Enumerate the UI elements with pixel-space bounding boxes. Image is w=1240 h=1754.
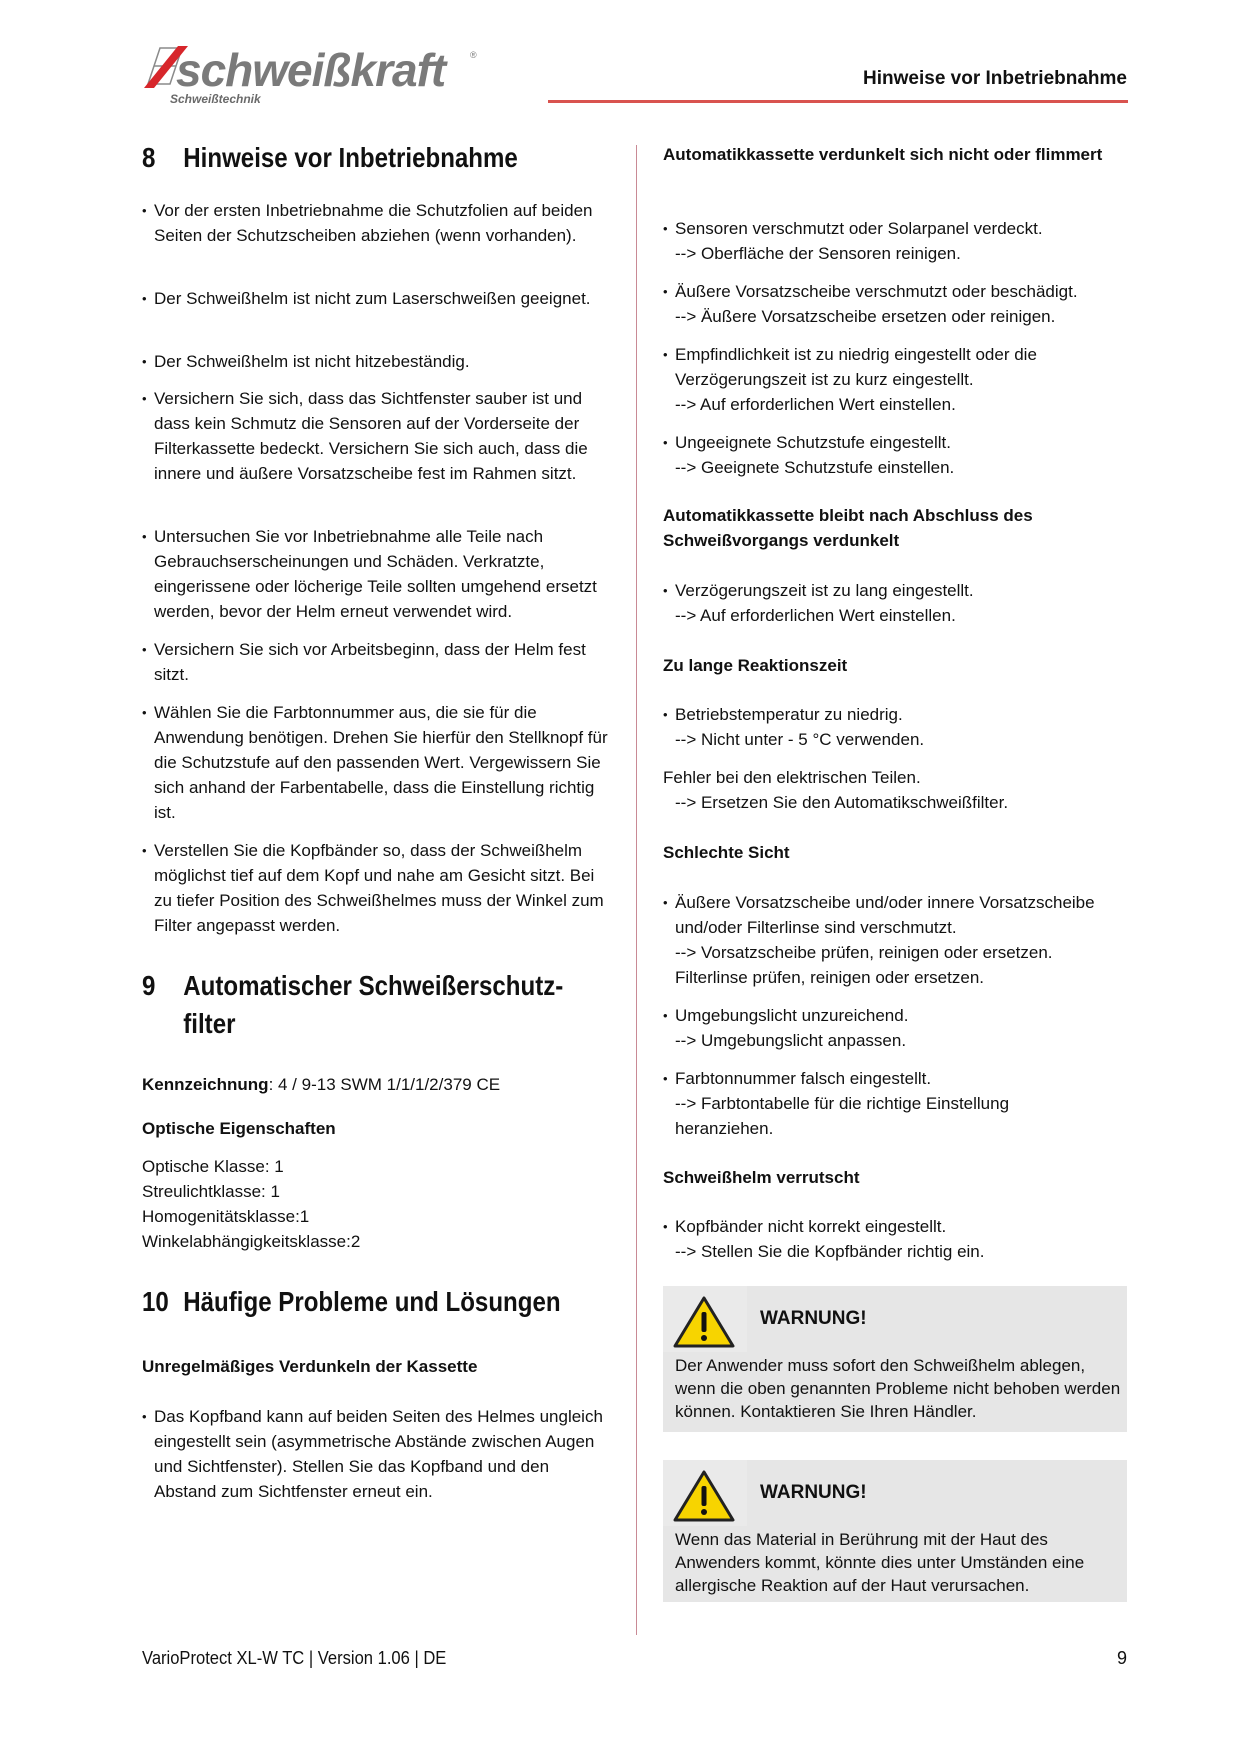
section-number: 9 bbox=[142, 970, 156, 1001]
warning-triangle-icon bbox=[673, 1470, 735, 1522]
brand-logo-mark-icon bbox=[138, 42, 538, 108]
warning-title: WARNUNG! bbox=[760, 1482, 867, 1503]
section-title: Automatischer Schweißerschutz- bbox=[183, 970, 564, 1001]
list-item: • Vor der ersten Inbetriebnahme die Schutzfolien auf beiden Seiten der Schutzscheiben abziehen (wenn vorhanden). bbox=[142, 201, 593, 245]
list-item: • Ungeeignete Schutzstufe eingestellt. --> Geeignete Schutzstufe einstellen. bbox=[663, 433, 955, 477]
list-item: • Wählen Sie die Farbtonnummer aus, die sie für die Anwendung benötigen. Drehen Sie hierfür den Stellknopf für die Schutzstufe auf den passenden Wert. Vergewissern Sie sich anhand der Farbentabelle, dass die Einstellung richtig ist. bbox=[142, 703, 608, 822]
header-section-title: Hinweise vor Inbetriebnahme bbox=[863, 68, 1127, 89]
svg-text:®: ® bbox=[470, 50, 477, 60]
list-item: • Äußere Vorsatzscheibe verschmutzt oder beschädigt. --> Äußere Vorsatzscheibe ersetzen oder reinigen. bbox=[663, 282, 1078, 326]
section-8-heading bbox=[142, 140, 518, 176]
list-item: • Verzögerungszeit ist zu lang eingestellt. --> Auf erforderlichen Wert einstellen. bbox=[663, 581, 974, 625]
list-item: • Das Kopfband kann auf beiden Seiten des Helmes ungleich eingestellt sein (asymmetrische Abstände zwischen Augen und Sichtfenster). Stellen Sie das Kopfband und den Abstand zum Sichtfenster erneut ein. bbox=[142, 1407, 603, 1501]
warning-box bbox=[663, 1460, 1127, 1602]
optics-item: Homogenitätsklasse:1 bbox=[142, 1207, 310, 1226]
list-item: • Versichern Sie sich vor Arbeitsbeginn, dass der Helm fest sitzt. bbox=[142, 640, 586, 684]
section-9-heading bbox=[142, 968, 563, 1042]
section-number: 8 bbox=[142, 142, 156, 173]
section-title-cont: filter bbox=[183, 1008, 236, 1039]
list-item: Fehler bei den elektrischen Teilen. --> Ersetzen Sie den Automatikschweißfilter. bbox=[663, 768, 1009, 812]
subheading: Schlechte Sicht bbox=[663, 843, 790, 862]
subheading: Zu lange Reaktionszeit bbox=[663, 656, 848, 675]
marking-line bbox=[142, 1072, 500, 1097]
warning-body: Wenn das Material in Berührung mit der Haut des Anwenders kommt, könnte dies unter Umständen eine allergische Reaktion auf der Haut verursachen. bbox=[675, 1530, 1085, 1595]
list-item: • Der Schweißhelm ist nicht hitzebeständig. bbox=[142, 352, 470, 371]
section-title: Häufige Probleme und Lösungen bbox=[183, 1286, 561, 1317]
subheading: Automatikkassette verdunkelt sich nicht oder flimmert bbox=[663, 145, 1103, 164]
list-item: • Untersuchen Sie vor Inbetriebnahme alle Teile nach Gebrauchserscheinungen und Schäden. Verkratzte, eingerissene oder löcherige Teile sollten umgehend ersetzt werden, bevor der Helm erneut verwendet wird. bbox=[142, 527, 597, 621]
column-divider bbox=[636, 145, 637, 1635]
brand-subtitle: Schweißtechnik bbox=[170, 92, 261, 106]
subheading: Automatikkassette bleibt nach Abschluss des Schweißvorgangs verdunkelt bbox=[663, 506, 1033, 550]
list-item: • Empfindlichkeit ist zu niedrig eingestellt oder die Verzögerungszeit ist zu kurz eingestellt. --> Auf erforderlichen Wert einstellen. bbox=[663, 345, 1037, 414]
page-number: 9 bbox=[1116, 1648, 1127, 1668]
subheading: Schweißhelm verrutscht bbox=[663, 1168, 860, 1187]
list-item: • Betriebstemperatur zu niedrig. --> Nicht unter - 5 °C verwenden. bbox=[663, 705, 925, 749]
section-10-heading bbox=[142, 1284, 561, 1320]
warning-title: WARNUNG! bbox=[760, 1308, 867, 1329]
brand-logo bbox=[138, 42, 538, 108]
optics-item: Streulichtklasse: 1 bbox=[142, 1182, 280, 1201]
section-title: Hinweise vor Inbetriebnahme bbox=[183, 142, 518, 173]
list-item: • Kopfbänder nicht korrekt eingestellt. --> Stellen Sie die Kopfbänder richtig ein. bbox=[663, 1217, 985, 1261]
optics-item: Optische Klasse: 1 bbox=[142, 1157, 284, 1176]
optics-item: Winkelabhängigkeitsklasse:2 bbox=[142, 1232, 361, 1251]
list-item: • Umgebungslicht unzureichend. --> Umgebungslicht anpassen. bbox=[663, 1006, 909, 1050]
list-item: • Verstellen Sie die Kopfbänder so, dass der Schweißhelm möglichst tief auf dem Kopf und nahe am Gesicht sitzt. Bei zu tiefer Position des Schweißhelmes muss der Winkel zum Filter angepasst werden. bbox=[142, 841, 604, 935]
marking-label: Kennzeichnung bbox=[142, 1075, 269, 1094]
footer-doc-info: VarioProtect XL-W TC | Version 1.06 | DE bbox=[142, 1648, 447, 1668]
list-item: • Der Schweißhelm ist nicht zum Laserschweißen geeignet. bbox=[142, 289, 591, 308]
header-divider bbox=[548, 100, 1128, 103]
brand-wordmark: schweißkraft bbox=[176, 44, 446, 96]
list-item: • Sensoren verschmutzt oder Solarpanel verdeckt. --> Oberfläche der Sensoren reinigen. bbox=[663, 219, 1043, 263]
optics-heading: Optische Eigenschaften bbox=[142, 1119, 336, 1138]
warning-triangle-icon bbox=[673, 1296, 735, 1348]
marking-value: : 4 / 9-13 SWM 1/1/1/2/379 CE bbox=[268, 1075, 501, 1094]
subheading: Unregelmäßiges Verdunkeln der Kassette bbox=[142, 1357, 478, 1376]
list-item: • Versichern Sie sich, dass das Sichtfenster sauber ist und dass kein Schmutz die Sensoren auf der Vorderseite der Filterkassette bedeckt. Versichern Sie sich auch, dass die innere und äußere Vorsatzscheibe fest im Rahmen sitzt. bbox=[142, 389, 588, 483]
section-number: 10 bbox=[142, 1286, 169, 1317]
warning-body: Der Anwender muss sofort den Schweißhelm ablegen, wenn die oben genannten Probleme nicht behoben werden können. Kontaktieren Sie Ihren Händler. bbox=[675, 1356, 1121, 1421]
list-item: • Farbtonnummer falsch eingestellt. --> Farbtontabelle für die richtige Einstellung heranziehen. bbox=[663, 1069, 1010, 1138]
list-item: • Äußere Vorsatzscheibe und/oder innere Vorsatzscheibe und/oder Filterlinse sind verschmutzt. --> Vorsatzscheibe prüfen, reinigen oder ersetzen. Filterlinse prüfen, reinigen oder ersetzen. bbox=[663, 893, 1095, 987]
warning-box bbox=[663, 1286, 1127, 1432]
